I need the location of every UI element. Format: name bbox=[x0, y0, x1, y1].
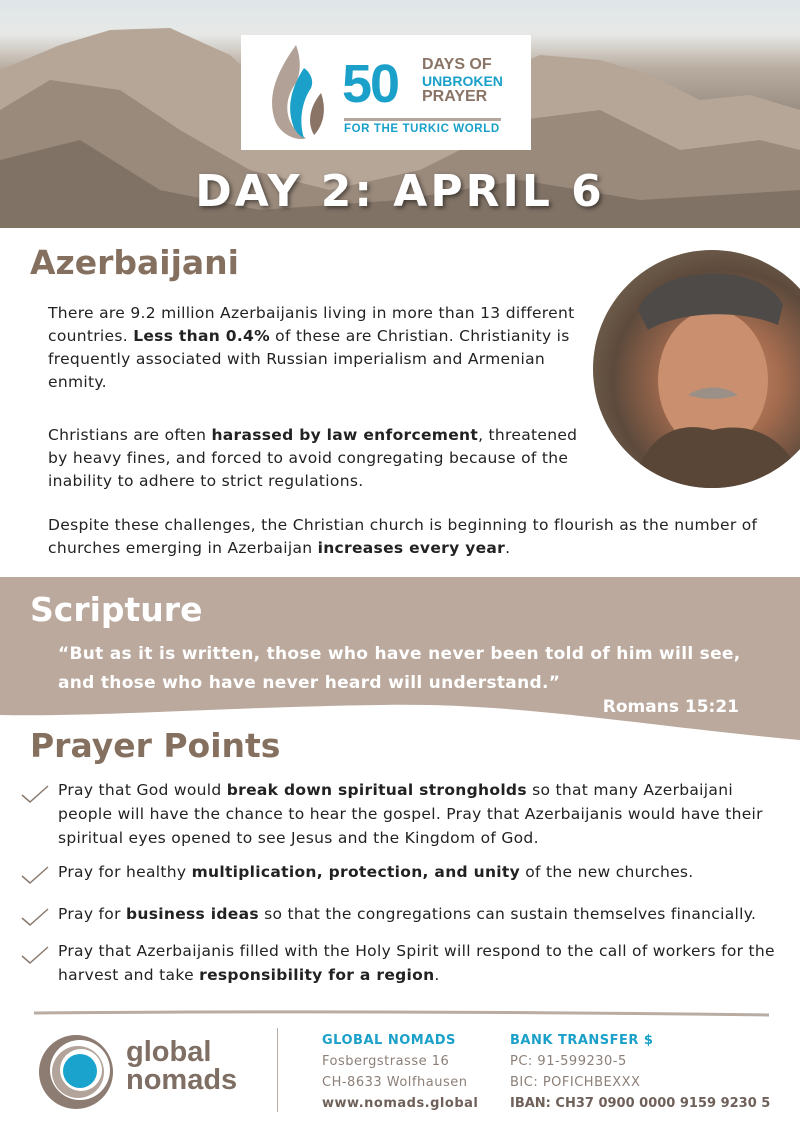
text: Despite these challenges, the Christian church is beginning to flourish as the number of churches emerging in Azerbaijan bbox=[48, 516, 758, 557]
text-bold: multiplication, protection, and unity bbox=[191, 863, 521, 881]
text: . bbox=[434, 966, 440, 984]
hope-paragraph bbox=[48, 514, 778, 560]
people-title: Azerbaijani bbox=[30, 243, 239, 282]
intro-paragraph bbox=[48, 302, 598, 394]
text: so that many Azerbaijani people will have the chance to hear the gospel. Pray that Azerbaijanis would have their spiritual eyes opened to see Jesus and the Kingdom of God. bbox=[58, 781, 763, 847]
logo-divider bbox=[344, 118, 501, 121]
scripture-quote bbox=[58, 640, 741, 698]
global-nomads-logo-icon bbox=[38, 1032, 118, 1112]
org-contact bbox=[322, 1030, 478, 1114]
prayer-point bbox=[58, 939, 788, 987]
logo-line: PRAYER bbox=[422, 88, 488, 105]
footer-vertical-divider bbox=[277, 1028, 278, 1112]
scripture-reference: Romans 15:21 bbox=[602, 697, 739, 717]
header-banner bbox=[0, 0, 800, 228]
checkmark-icon bbox=[20, 944, 50, 966]
logo-line: DAYS OF bbox=[422, 56, 492, 73]
org-website-link[interactable]: www.nomads.global bbox=[322, 1096, 479, 1111]
text: . bbox=[505, 539, 511, 557]
org-city: CH-8633 Wolfhausen bbox=[322, 1075, 468, 1090]
text-bold: increases every year bbox=[317, 539, 506, 557]
logo-line: UNBROKEN bbox=[422, 73, 503, 89]
logo-text bbox=[422, 57, 503, 105]
prayer-points-title: Prayer Points bbox=[30, 726, 281, 765]
text: Pray for bbox=[58, 905, 126, 923]
portrait-photo bbox=[593, 250, 800, 488]
quote-line: and those who have never heard will understand.” bbox=[58, 673, 561, 693]
global-nomads-wordmark bbox=[126, 1038, 237, 1094]
checkmark-icon bbox=[20, 906, 50, 928]
logo-tagline: FOR THE TURKIC WORLD bbox=[344, 123, 500, 135]
day-title: DAY 2: APRIL 6 bbox=[195, 166, 605, 217]
bank-title: BANK TRANSFER $ bbox=[510, 1033, 654, 1048]
quote-line: “But as it is written, those who have never been told of him will see, bbox=[58, 644, 741, 664]
brand-line: nomads bbox=[126, 1064, 238, 1096]
text-bold: harassed by law enforcement bbox=[211, 426, 479, 444]
org-title: GLOBAL NOMADS bbox=[322, 1033, 456, 1048]
prayer-point bbox=[58, 860, 788, 884]
text: Pray that God would bbox=[58, 781, 227, 799]
prayer-point bbox=[58, 902, 788, 926]
text-bold: Less than 0.4% bbox=[133, 327, 270, 345]
prayer-point bbox=[58, 778, 788, 850]
text: so that the congregations can sustain themselves financially. bbox=[258, 905, 757, 923]
logo-number: 50 bbox=[342, 54, 399, 114]
scripture-title: Scripture bbox=[30, 590, 203, 629]
event-logo bbox=[241, 35, 531, 150]
bank-details bbox=[510, 1030, 770, 1114]
text: Pray for healthy bbox=[58, 863, 192, 881]
footer-divider bbox=[34, 1010, 769, 1018]
flame-icon bbox=[266, 43, 328, 143]
persecution-paragraph bbox=[48, 424, 593, 493]
text: , threatened by heavy fines, and forced to avoid congregating because of the inability to adhere to strict regulations. bbox=[48, 426, 578, 490]
checkmark-icon bbox=[20, 864, 50, 886]
bank-iban: IBAN: CH37 0900 0000 9159 9230 5 bbox=[510, 1096, 771, 1111]
bank-bic: BIC: POFICHBEXXX bbox=[510, 1075, 641, 1090]
text: Christians are often bbox=[48, 426, 212, 444]
org-street: Fosbergstrasse 16 bbox=[322, 1054, 450, 1069]
text: There are 9.2 million Azerbaijanis living in more than 13 different countries. bbox=[48, 304, 575, 345]
text: Pray that Azerbaijanis filled with the Holy Spirit will respond to the call of workers for the harvest and take bbox=[58, 942, 775, 984]
text-bold: break down spiritual strongholds bbox=[226, 781, 527, 799]
text-bold: responsibility for a region bbox=[199, 966, 435, 984]
checkmark-icon bbox=[20, 783, 50, 805]
bank-pc: PC: 91-599230-5 bbox=[510, 1054, 627, 1069]
man-portrait-image bbox=[593, 250, 800, 488]
brand-line: global bbox=[126, 1036, 212, 1068]
text: of these are Christian. Christianity is frequently associated with Russian imperialism and Armenian enmity. bbox=[48, 327, 570, 391]
text: of the new churches. bbox=[520, 863, 694, 881]
text-bold: business ideas bbox=[126, 905, 259, 923]
